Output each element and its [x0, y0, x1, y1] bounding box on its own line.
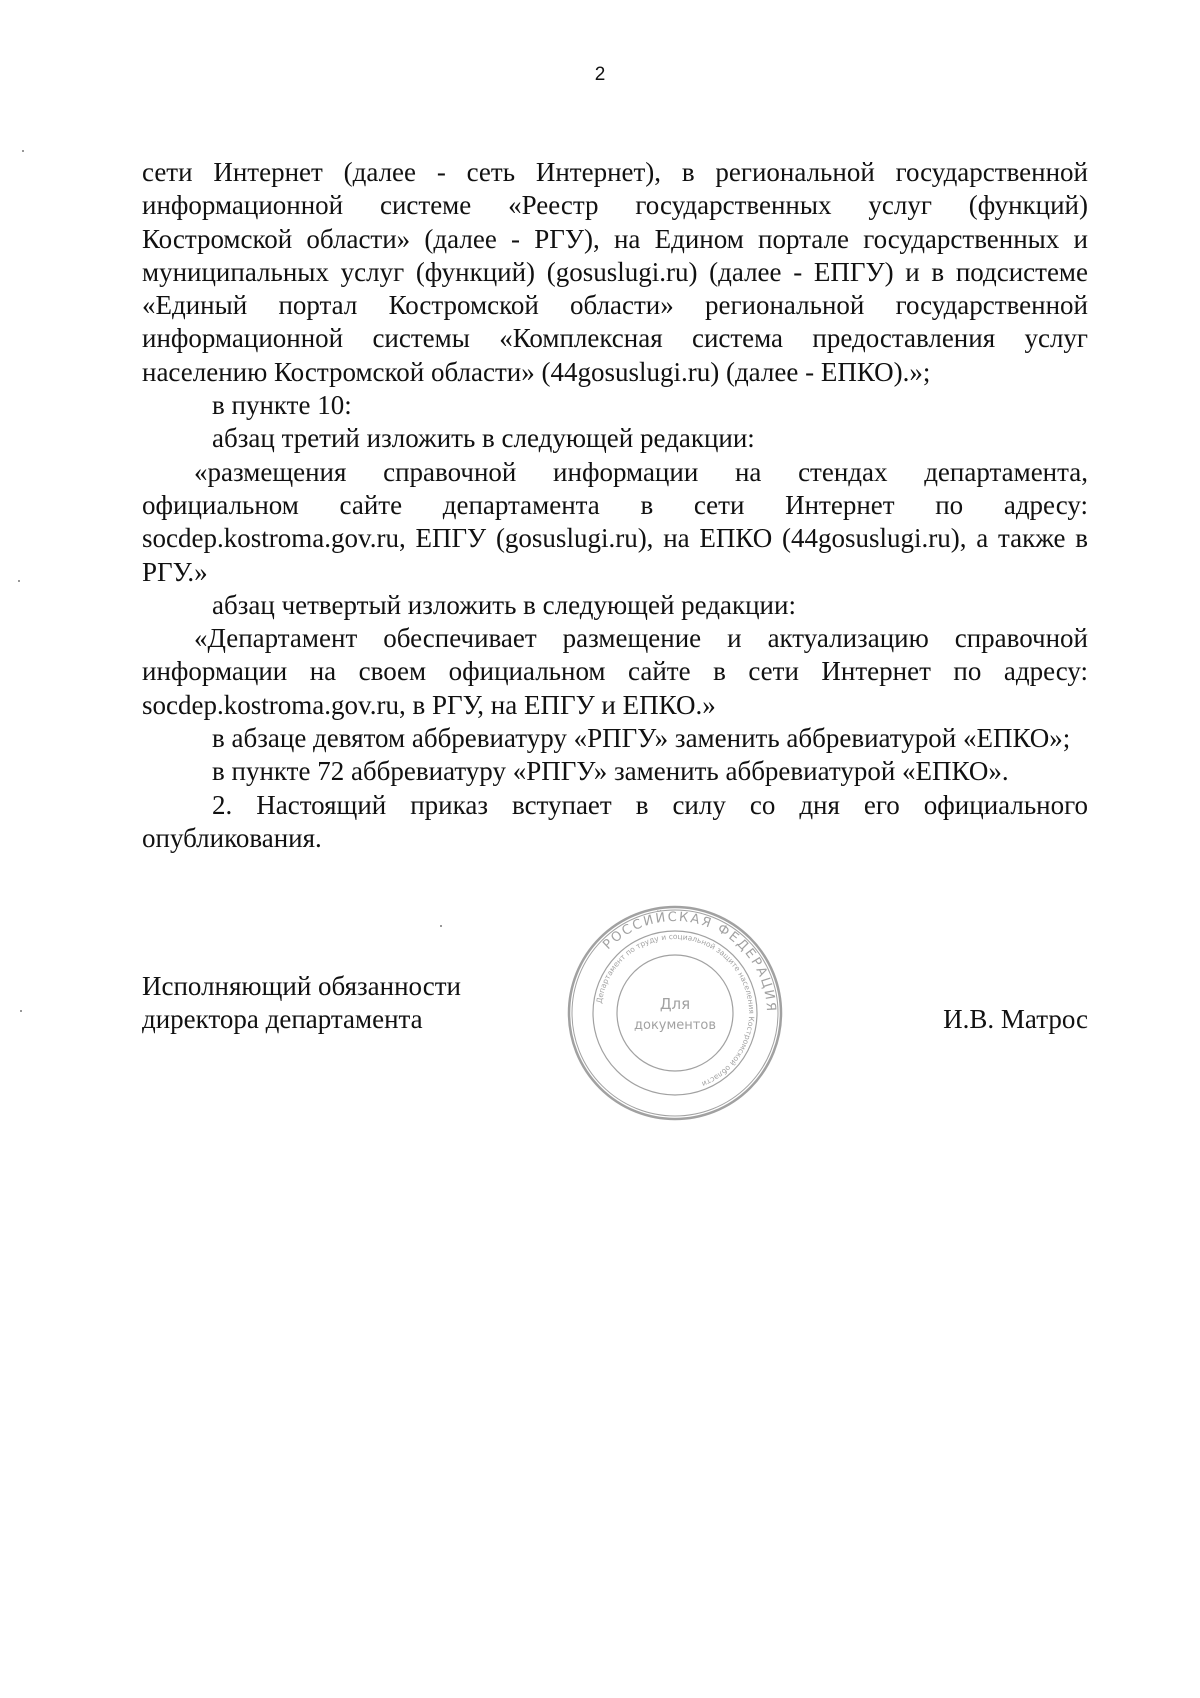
svg-text:РОССИЙСКАЯ ФЕДЕРАЦИЯ: РОССИЙСКАЯ ФЕДЕРАЦИЯ — [600, 909, 779, 1014]
paragraph: в пункте 72 аббревиатуру «РПГУ» заменить аббревиатурой «ЕПКО». — [212, 756, 1009, 787]
paragraph: в пункте 10: — [212, 390, 352, 421]
paragraph: «Департамент обеспечивает размещение и актуализацию справочной информации на своем официальном сайте в сети Интернет по адресу: socdep.kostroma.gov.ru, в РГУ, на ЕПГУ и ЕПКО.» — [142, 623, 1088, 720]
svg-text:Департамент по труду и социаль: Департамент по труду и социальной защите населения Костромской области — [594, 931, 757, 1089]
stamp-center-line-1: Для — [659, 995, 691, 1013]
signer-position-line-2: директора департамента — [142, 1004, 423, 1035]
scan-speck — [18, 580, 20, 582]
signer-position-line-1: Исполняющий обязанности — [142, 971, 461, 1001]
document-body — [142, 156, 1088, 855]
signer-name: И.В. Матрос — [943, 1004, 1088, 1034]
page-number: 2 — [594, 64, 606, 85]
official-seal-stamp — [565, 903, 785, 1123]
paragraph: 2. Настоящий приказ вступает в силу со дня его официального опубликования. — [142, 789, 1088, 853]
paragraph: абзац третий изложить в следующей редакции: — [212, 423, 755, 454]
stamp-center-line-2: документов — [634, 1018, 716, 1033]
paragraph: сети Интернет (далее - сеть Интернет), в региональной государственной информационной системе «Реестр государственных услуг (функций) Костромской области» (далее - РГУ), на Едином портале государственных и муниципальных услуг (функций) (gosuslugi.ru) (далее - ЕПГУ) и в подсистеме «Единый портал Костромской области» региональной государственной информационной системы «Комплексная система предоставления услуг населению Костромской области» (44gosuslugi.ru) (далее - ЕПКО).»; — [142, 157, 1088, 387]
signature-block — [142, 970, 461, 1037]
scan-speck — [20, 1010, 22, 1012]
paragraph: в абзаце девятом аббревиатуру «РПГУ» заменить аббревиатурой «ЕПКО»; — [212, 723, 1071, 754]
paragraph: «размещения справочной информации на стендах департамента, официальном сайте департамента в сети Интернет по адресу: socdep.kostroma.gov.ru, ЕПГУ (gosuslugi.ru), на ЕПКО (44gosuslugi.ru), а также в РГУ.» — [142, 456, 1088, 587]
paragraph: абзац четвертый изложить в следующей редакции: — [212, 589, 796, 620]
scan-speck — [22, 150, 24, 152]
scan-speck — [440, 925, 442, 927]
